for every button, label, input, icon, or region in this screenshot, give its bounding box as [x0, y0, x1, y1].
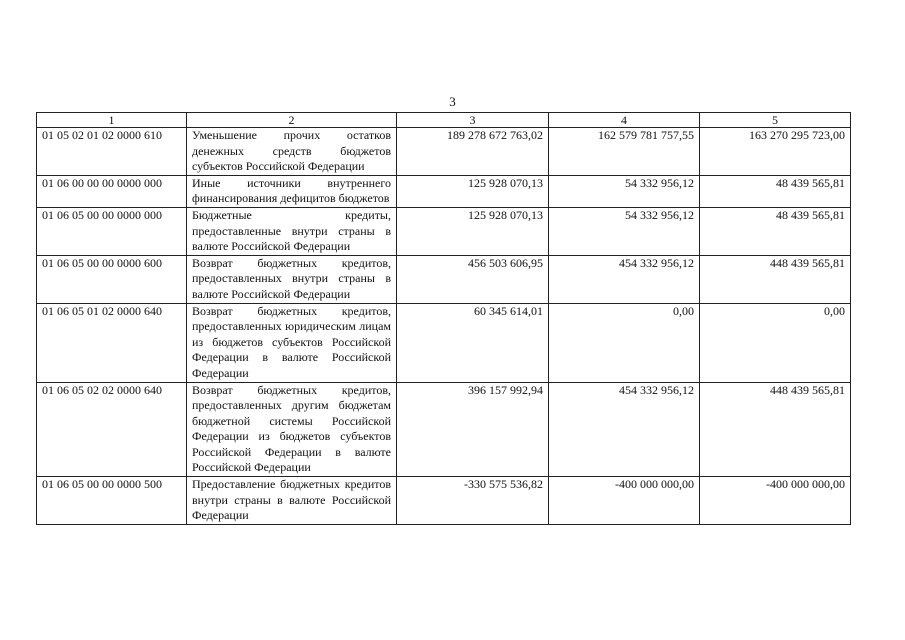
row-description: Предоставление бюджетных кредитов внутри страны в валюте Российской Федерации: [187, 477, 397, 525]
table-row: [37, 207, 851, 255]
row-code: 01 06 00 00 00 0000 000: [37, 175, 187, 207]
row-value-col4: 454 332 956,12: [549, 255, 700, 303]
row-description: Возврат бюджетных кредитов, предоставленных юридическим лицам из бюджетов субъектов Российской Федерации в валюте Российской Федерации: [187, 303, 397, 382]
row-code: 01 06 05 00 00 0000 600: [37, 255, 187, 303]
row-value-col4: 454 332 956,12: [549, 382, 700, 477]
table-row: [37, 255, 851, 303]
column-header-2: 2: [187, 113, 397, 128]
row-value-col5: 448 439 565,81: [700, 255, 851, 303]
row-description: Возврат бюджетных кредитов, предоставленных другим бюджетам бюджетной системы Российской Федерации из бюджетов субъектов Российской Федерации в валюте Российской Федерации: [187, 382, 397, 477]
table-row: [37, 175, 851, 207]
row-value-col3: -330 575 536,82: [397, 477, 549, 525]
row-description: Возврат бюджетных кредитов, предоставленных внутри страны в валюте Российской Федерации: [187, 255, 397, 303]
row-value-col4: 54 332 956,12: [549, 207, 700, 255]
row-value-col5: 48 439 565,81: [700, 175, 851, 207]
row-value-col5: 163 270 295 723,00: [700, 128, 851, 176]
row-value-col3: 456 503 606,95: [397, 255, 549, 303]
column-header-1: 1: [37, 113, 187, 128]
row-value-col5: 0,00: [700, 303, 851, 382]
row-value-col3: 125 928 070,13: [397, 207, 549, 255]
table-header-row: [37, 113, 851, 128]
row-value-col5: 448 439 565,81: [700, 382, 851, 477]
column-header-4: 4: [549, 113, 700, 128]
row-code: 01 06 05 00 00 0000 500: [37, 477, 187, 525]
row-description: Уменьшение прочих остатков денежных средств бюджетов субъектов Российской Федерации: [187, 128, 397, 176]
page-number: 3: [449, 94, 456, 109]
column-header-5: 5: [700, 113, 851, 128]
row-description: Бюджетные кредиты, предоставленные внутри страны в валюте Российской Федерации: [187, 207, 397, 255]
row-value-col4: 54 332 956,12: [549, 175, 700, 207]
row-code: 01 05 02 01 02 0000 610: [37, 128, 187, 176]
table-row: [37, 382, 851, 477]
column-header-3: 3: [397, 113, 549, 128]
row-description: Иные источники внутреннего финансирования дефицитов бюджетов: [187, 175, 397, 207]
row-value-col3: 60 345 614,01: [397, 303, 549, 382]
row-value-col4: 0,00: [549, 303, 700, 382]
row-value-col3: 189 278 672 763,02: [397, 128, 549, 176]
table-row: [37, 128, 851, 176]
row-code: 01 06 05 00 00 0000 000: [37, 207, 187, 255]
table-row: [37, 477, 851, 525]
row-value-col3: 396 157 992,94: [397, 382, 549, 477]
table-row: [37, 303, 851, 382]
row-value-col3: 125 928 070,13: [397, 175, 549, 207]
budget-sources-table: [36, 112, 851, 525]
row-code: 01 06 05 02 02 0000 640: [37, 382, 187, 477]
row-value-col4: -400 000 000,00: [549, 477, 700, 525]
row-value-col5: -400 000 000,00: [700, 477, 851, 525]
row-code: 01 06 05 01 02 0000 640: [37, 303, 187, 382]
row-value-col5: 48 439 565,81: [700, 207, 851, 255]
row-value-col4: 162 579 781 757,55: [549, 128, 700, 176]
